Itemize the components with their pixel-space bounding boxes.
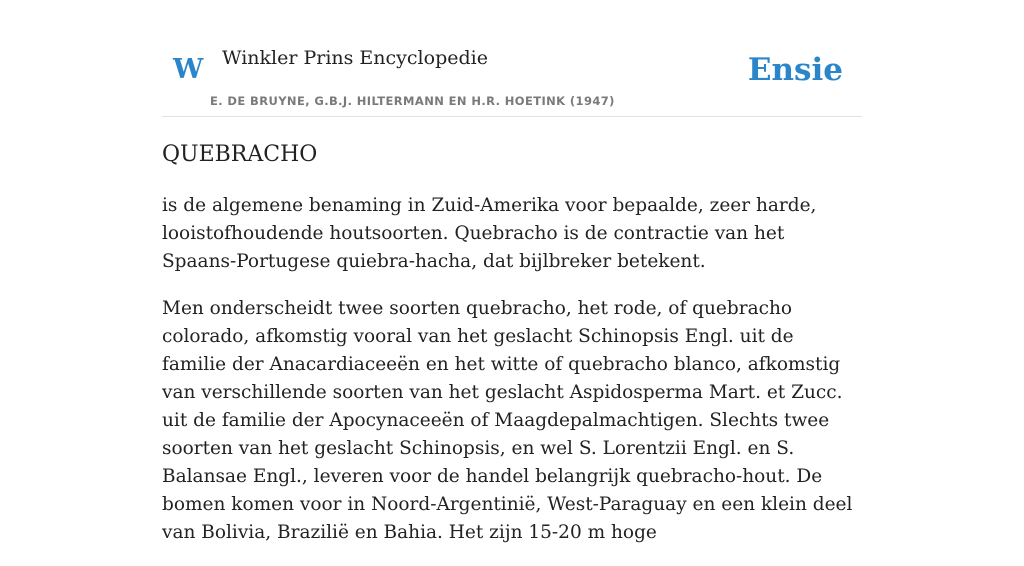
source-title[interactable]: Winkler Prins Encyclopedie [222, 47, 488, 69]
entry-title: QUEBRACHO [162, 142, 318, 167]
winkler-prins-logo[interactable]: W [173, 54, 204, 85]
source-header [162, 0, 862, 117]
ensie-logo[interactable]: Ensie [747, 52, 843, 88]
entry-paragraph: is de algemene benaming in Zuid-Amerika voor bepaalde, zeer harde, looistofhoudende houtsoorten. Quebracho is de contractie van het Spaans-Portugese quiebra-hacha, dat bijlbreker betekent. [162, 195, 817, 272]
entry-body [162, 192, 862, 566]
entry-paragraph: Men onderscheidt twee soorten quebracho, het rode, of quebracho colorado, afkomstig vooral van het geslacht Schinopsis Engl. uit de familie der Anacardiaceeën en het witte of quebracho blanco, afkomstig van verschillende soorten van het geslacht Aspidosperma Mart. et Zucc. uit de familie der Apocynaceeën of Maagdepalmachtigen. Slechts twee soorten van het geslacht Schinopsis, en wel S. Lorentzii Engl. en S. Balansae Engl., leveren voor de handel belangrijk quebracho-hout. De bomen komen voor in Noord-Argentinië, West-Paraguay en een klein deel van Bolivia, Brazilië en Bahia. Het zijn 15-20 m hoge [162, 298, 853, 543]
source-authors: E. DE BRUYNE, G.B.J. HILTERMANN EN H.R. HOETINK (1947) [210, 94, 615, 108]
